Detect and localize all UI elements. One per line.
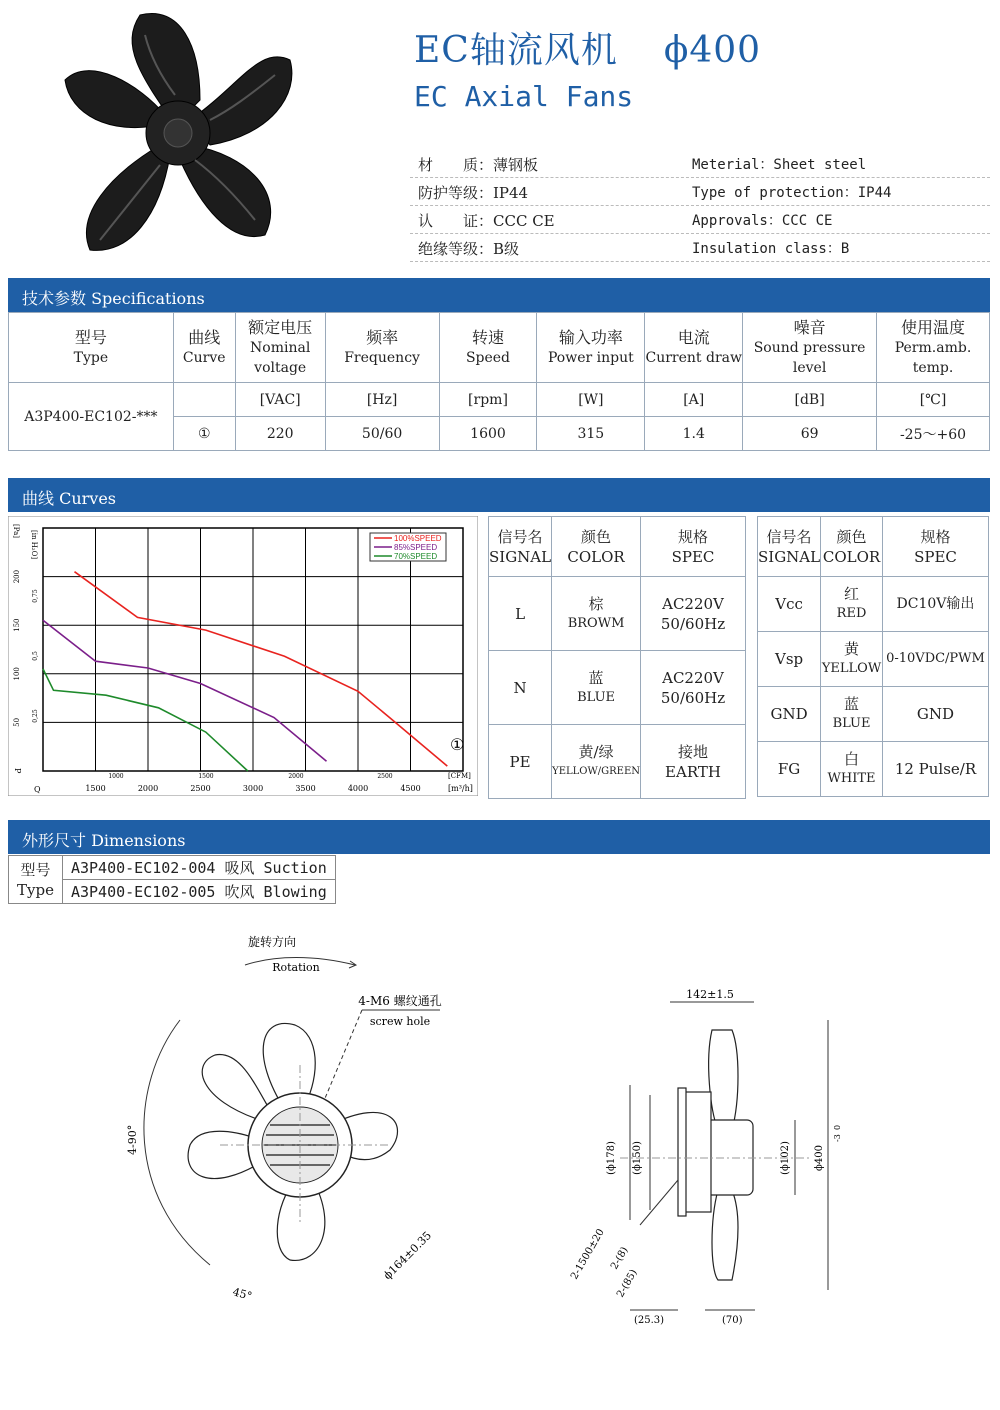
x-letter: Q [34,785,41,794]
rotation-label-cn: 旋转方向 [247,935,297,949]
signal-table-left: 信号名 SIGNAL 颜色 COLOR 规格 SPEC L 棕 BROWM AC220V 50/60Hz N 蓝 BLUE AC220V 50/60Hz PE 黄/绿 YELLOW/GREEN 接地 EARTH [488,516,746,799]
width-70: (70) [722,1315,743,1326]
y-unit: [Pa] [12,524,20,539]
chart-legend [370,533,446,561]
signal-row: PE 黄/绿 YELLOW/GREEN 接地 EARTH [489,725,746,799]
signal-row: Vsp 黄 YELLOW 0-10VDC/PWM [758,632,989,687]
x2-tick-label: 1500 [198,773,214,780]
material-properties [410,150,990,262]
x-tick-label: 3000 [242,784,264,793]
dia-102: (ϕ102) [780,1141,791,1175]
y2-unit: [in H₂O] [30,530,38,560]
legend-100: 100%SPEED [394,534,442,543]
model-cell: A3P400-EC102-*** [9,383,174,451]
page-title-en: EC Axial Fans [414,80,634,113]
prop-row: 材 质：薄钢板 Meterial：Sheet steel [410,150,990,178]
y-tick-label: 50 [13,717,21,727]
cable-8: 2-(8) [609,1245,631,1272]
signal-row: N 蓝 BLUE AC220V 50/60Hz [489,651,746,725]
fan-curve-chart [8,516,478,796]
signal-row: L 棕 BROWM AC220V 50/60Hz [489,577,746,651]
page-title-cn: EC轴流风机 ϕ400 [414,30,762,71]
model-suction: A3P400-EC102-004 吸风 Suction [62,856,335,880]
fan-photo [50,5,300,265]
angle-label: 4-90° [126,1124,139,1155]
x-tick-label: 2000 [137,784,159,793]
spec-unit-row: A3P400-EC102-*** [VAC] [Hz] [rpm] [W] [A] [dB] [℃] [9,383,990,417]
dia-400-tol-bot: -3 [833,1134,842,1142]
x2-unit: [CFM] [448,772,471,780]
side-view-drawing [560,980,860,1330]
depth-label: 142±1.5 [686,988,734,1001]
x2-tick-label: 2500 [377,773,393,780]
legend-85: 85%SPEED [394,543,438,552]
x-tick-label: 4500 [400,784,421,793]
section-bar-dimensions: 外形尺寸 Dimensions [8,820,990,854]
signal-row: FG 白 WHITE 12 Pulse/R [758,742,989,797]
front-view-drawing [100,925,480,1325]
x-tick-label: 1500 [85,784,106,793]
model-blowing: A3P400-EC102-005 吹风 Blowing [62,880,335,904]
y-tick-label: 200 [13,569,21,584]
x-tick-label: 2500 [190,784,211,793]
dia-150: (ϕ150) [632,1141,643,1175]
x-tick-label: 4000 [347,784,369,793]
dia-400-tol-top: 0 [833,1124,842,1130]
bolt-circle-label: ϕ164±0.35 [380,1228,435,1283]
x2-tick-label: 2000 [288,773,304,780]
y2-tick-label: 0,75 [32,589,39,603]
model-type-table: 型号 Type A3P400-EC102-004 吸风 Suction A3P400-EC102-005 吹风 Blowing [8,855,336,904]
y2-tick-label: 0,25 [32,709,39,723]
angle-45-label: 45° [231,1285,254,1303]
fan-size: ϕ400 [663,30,762,71]
rotation-label-en: Rotation [272,961,320,974]
prop-row: 认 证：CCC CE Approvals：CCC CE [410,206,990,234]
spec-value-row: ① 220 50/60 1600 315 1.4 69 -25～+60 [9,417,990,451]
signal-row: Vcc 红 RED DC10V输出 [758,577,989,632]
y2-tick-label: 0,5 [32,651,39,661]
section-bar-spec: 技术参数 Specifications [8,278,990,312]
dia-178: (ϕ178) [606,1141,617,1175]
y-letter: P [13,768,22,774]
x2-tick-label: 1000 [108,773,124,780]
width-25: (25.3) [634,1315,665,1326]
screw-label-en: screw hole [369,1015,431,1028]
dia-400: ϕ400 [814,1145,825,1171]
signal-table-right: 信号名 SIGNAL 颜色 COLOR 规格 SPEC Vcc 红 RED DC10V输出 Vsp 黄 YELLOW 0-10VDC/PWM GND 蓝 BLUE GND FG 白 WHITE 12 Pulse/R [757,516,989,797]
y-tick-label: 100 [13,667,21,681]
prop-row: 防护等级：IP44 Type of protection：IP44 [410,178,990,206]
x-unit: [m³/h] [448,784,473,793]
y-tick-label: 150 [13,618,21,632]
x-tick-label: 3500 [295,784,316,793]
legend-70: 70%SPEED [394,552,438,561]
prop-row: 绝缘等级：B级 Insulation class：B [410,234,990,262]
spec-header-row: 型号 Type 曲线 Curve 额定电压 Nominal voltage 频率 Frequency 转速 Speed 输入功率 Power input 电流 Current draw 噪音 Sound pressure level 使用温度 Perm.amb. temp. [9,313,990,383]
signal-row: GND 蓝 BLUE GND [758,687,989,742]
spec-table [8,312,990,451]
screw-label-cn: 4-M6 螺纹通孔 [358,994,442,1008]
cable-85: 2-(85) [615,1267,640,1300]
cable-length: 2-1500±20 [569,1227,607,1282]
section-bar-curves: 曲线 Curves [8,478,990,512]
curve-marker: ① [450,735,465,754]
